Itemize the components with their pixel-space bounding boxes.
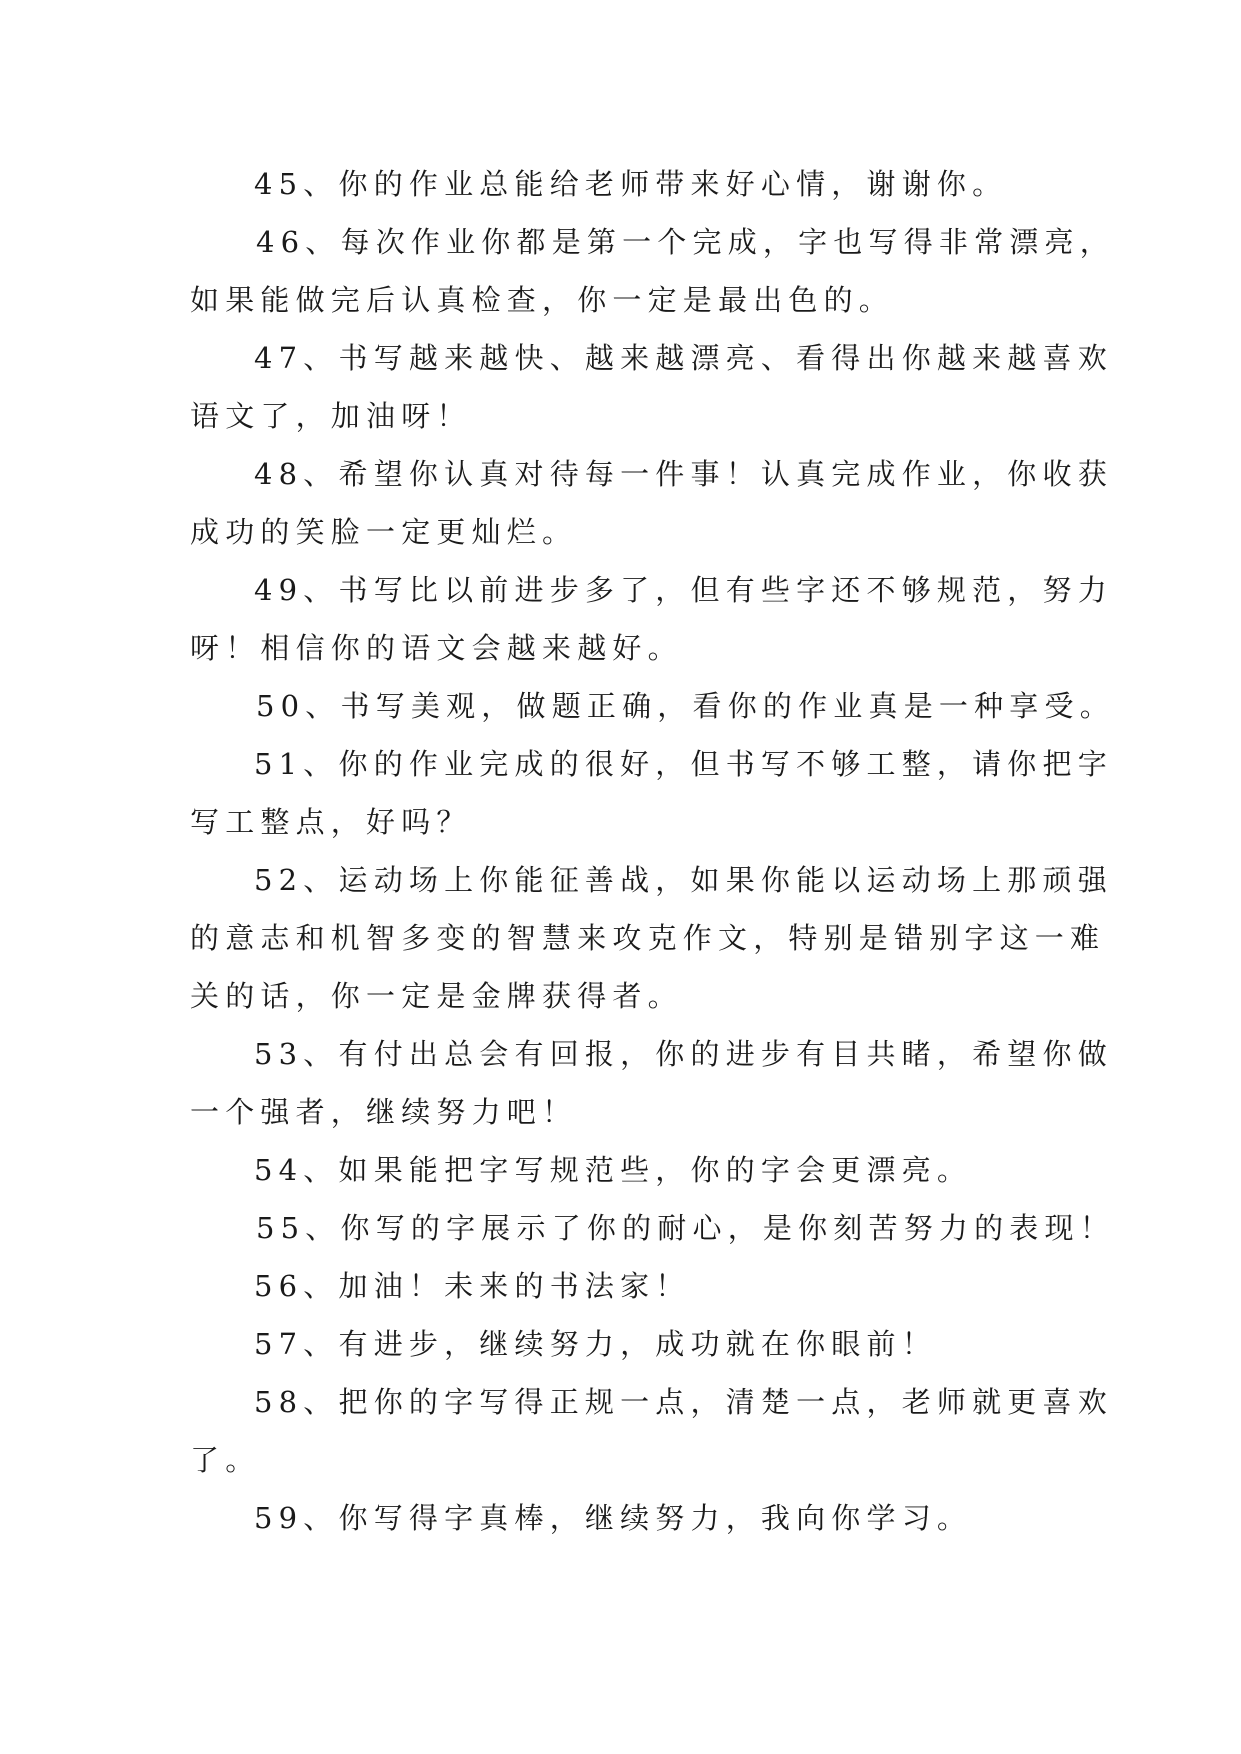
comment-51-line-1: 51、你的作业完成的很好，但书写不够工整，请你把字 [254, 747, 1113, 781]
comment-52-line-1: 52、运动场上你能征善战，如果你能以运动场上那顽强 [254, 863, 1113, 897]
comment-56: 56、加油！未来的书法家！ [254, 1269, 691, 1303]
comment-46-line-1: 46、每次作业你都是第一个完成，字也写得非常漂亮， [256, 225, 1115, 259]
comment-53-line-1: 53、有付出总会有回报，你的进步有目共睹，希望你做 [254, 1037, 1113, 1071]
comment-50: 50、书写美观，做题正确，看你的作业真是一种享受。 [256, 689, 1115, 723]
comment-58-line-2: 了。 [190, 1443, 261, 1477]
comment-52-line-2: 的意志和机智多变的智慧来攻克作文，特别是错别字这一难 [190, 921, 1106, 955]
comment-59: 59、你写得字真棒，继续努力，我向你学习。 [254, 1501, 973, 1535]
comment-45: 45、你的作业总能给老师带来好心情，谢谢你。 [254, 167, 1008, 201]
comment-47-line-2: 语文了，加油呀！ [190, 399, 472, 433]
comment-47-line-1: 47、书写越来越快、越来越漂亮、看得出你越来越喜欢 [254, 341, 1113, 375]
comment-53-line-2: 一个强者，继续努力吧！ [190, 1095, 578, 1129]
comment-51-line-2: 写工整点，好吗？ [190, 805, 472, 839]
comment-57: 57、有进步，继续努力，成功就在你眼前！ [254, 1327, 937, 1361]
comment-55: 55、你写的字展示了你的耐心，是你刻苦努力的表现！ [256, 1211, 1115, 1245]
comment-46-line-2: 如果能做完后认真检查，你一定是最出色的。 [190, 283, 895, 317]
comment-49-line-1: 49、书写比以前进步多了，但有些字还不够规范，努力 [254, 573, 1113, 607]
comment-48-line-2: 成功的笑脸一定更灿烂。 [190, 515, 578, 549]
comment-58-line-1: 58、把你的字写得正规一点，清楚一点，老师就更喜欢 [254, 1385, 1113, 1419]
comment-48-line-1: 48、希望你认真对待每一件事！认真完成作业，你收获 [254, 457, 1113, 491]
comment-49-line-2: 呀！相信你的语文会越来越好。 [190, 631, 683, 665]
comment-52-line-3: 关的话，你一定是金牌获得者。 [190, 979, 683, 1013]
comment-54: 54、如果能把字写规范些，你的字会更漂亮。 [254, 1153, 973, 1187]
